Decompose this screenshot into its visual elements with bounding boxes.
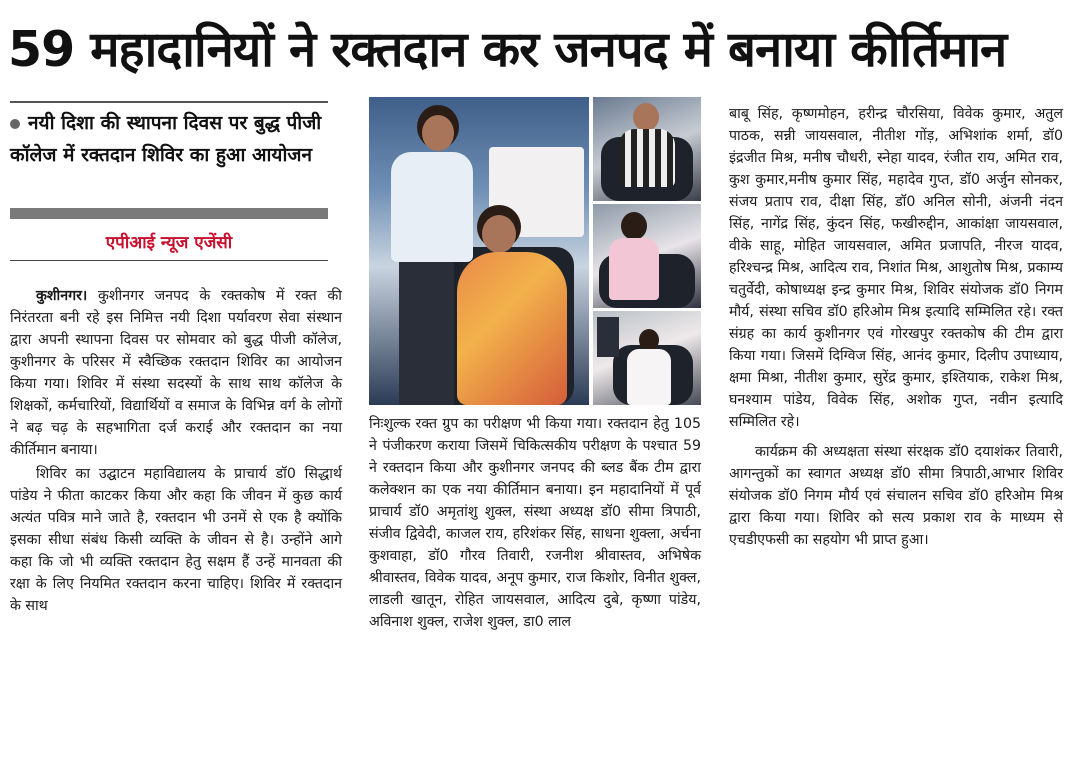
headline: 59 महादानियों ने रक्तदान कर जनपद में बनाया कीर्तिमान xyxy=(8,21,1007,78)
subheadline-block xyxy=(10,107,328,171)
main-photo xyxy=(369,97,589,405)
article-paragraph-2: शिविर का उद्घाटन महाविद्यालय के प्राचार्य डॉ0 सिद्धार्थ पांडेय ने फीता काटकर किया और कहा कि जीवन में कुछ कार्य अत्यंत पवित्र माने जाते है, रक्तदान भी उनमें से एक है क्योंकि इसका सीधा संबंध किसी व्यक्ति के जीवन से है। उन्होंने आगे कहा कि जो भी व्यक्ति रक्तदान हेतु सक्षम हैं उन्हें मानवता की रक्षा के लिए नियमित रक्तदान करना चाहिए। शिविर में रक्तदान के साथ xyxy=(10,466,342,614)
divider-bar xyxy=(10,208,328,219)
bullet-dot-icon xyxy=(10,119,20,129)
article-paragraph-4: बाबू सिंह, कृष्णमोहन, हरीन्द्र चौरसिया, विवेक कुमार, अतुल पाठक, सन्नी जायसवाल, नीतीश गोंड़, अभिशांक शर्मा, डॉ0 इंद्रजीत मिश्र, मनीष चौधरी, स्नेहा यादव, रंजीत राय, अमित राव, कुश कुमार,मनीष कुमार सिंह, महादेव गुप्त, डॉ0 अर्जुन सोनकर, संजय प्रताप राव, दीक्षा सिंह, डॉ0 अनिल सोनी, अंजनी नंदन सिंह, नागेंद्र सिंह, कुंदन सिंह, फखीरुद्दीन, आकांक्षा जायसवाल, वीके साहू, मोहित जायसवाल, अमित प्रजापति, नीरज यादव, हरिश्चन्द्र मिश्र, आदित्य राव, निशांत मिश्र, आशुतोष मिश्र, प्रकाम्य चतुर्वेदी, कोषाध्यक्ष इन्द्र कुमार मिश्र, शिविर संयोजक डॉ0 निगम मौर्य, संस्था सचिव डॉ0 हरिओम मिश्र इत्यादि सम्मिलित रहे। रक्त संग्रह का कार्य कुशीनगर एवं गोरखपुर रक्तकोष की टीम द्वारा किया गया। जिसमें दिग्विज सिंह, आनंद कुमार, दिलीप उपाध्याय, क्षमा मिश्रा, नीतीश कुमार, सुरेंद्र कुमार, इश्तियाक, राकेश मिश्र, घनश्याम पांडेय, विवेक सिंह, अशोक गुप्त, नवीन इत्यादि सम्मिलित रहे। xyxy=(729,106,1063,430)
inset-photo-2 xyxy=(593,204,701,308)
article-paragraph-3: निःशुल्क रक्त ग्रुप का परीक्षण भी किया गया। रक्तदान हेतु 105 ने पंजीकरण कराया जिसमें चिकित्सकीय परीक्षण के पश्चात 59 ने रक्तदान किया और कुशीनगर जनपद की ब्लड बैंक टीम द्वारा कलेक्शन का एक नया कीर्तिमान बनाया। इन महादानियों में पूर्व प्राचार्य डॉ0 अमृतांशु शुक्ल, संस्था अध्यक्ष डॉ0 सीमा त्रिपाठी, संजीव द्विवेदी, काजल राय, हरिशंकर सिंह, साधना शुक्ला, अर्चना कुशवाहा, डॉ0 गौरव तिवारी, रजनीश श्रीवास्तव, अभिषेक श्रीवास्तव, विवेक यादव, अनूप कुमार, राज किशोर, विनीत शुक्ल, लाडली खातून, रोहित जायसवाल, आदित्य दुबे, कृष्णा पांडेय, अविनाश शुक्ल, राजेश शुक्ल, डा0 लाल xyxy=(369,416,701,630)
article-paragraph-1 xyxy=(10,285,342,461)
article-paragraph-5: कार्यक्रम की अध्यक्षता संस्था संरक्षक डॉ0 दयाशंकर तिवारी, आगन्तुकों का स्वागत अध्यक्ष डॉ0 सीमा त्रिपाठी,आभार शिविर संयोजक डॉ0 निगम मौर्य एवं संचालन सचिव डॉ0 हरिओम मिश्र द्वारा किया गया। शिविर को सत्य प्रकाश राव के माध्यम से एचडीएफसी का सहयोग भी प्राप्त हुआ। xyxy=(729,444,1063,548)
agency-byline: एपीआई न्यूज एजेंसी xyxy=(105,233,233,253)
photo-collage xyxy=(369,97,701,405)
dateline: कुशीनगर। xyxy=(36,288,88,304)
inset-photo-1 xyxy=(593,97,701,201)
article-column-3 xyxy=(729,103,1063,551)
subhead-top-rule xyxy=(10,101,328,103)
article-paragraph-1-text: कुशीनगर जनपद के रक्तकोष में रक्त की निरंतरता बनी रहे इस निमित्त नयी दिशा पर्यावरण सेवा संस्थान द्वारा अपनी स्थापना दिवस पर सोमवार को बुद्ध पीजी कॉलेज, कुशीनगर के परिसर में स्वैच्छिक रक्तदान शिविर का आयोजन किया गया। शिविर में संस्था सदस्यों के साथ साथ कॉलेज के शिक्षकों, कर्मचारियों, विद्यार्थियों व समाज के विभिन्न वर्ग के लोगों ने बढ़ चढ़ के सहभागिता दर्ज कराई और रक्तदान का नया कीर्तिमान बनाया। xyxy=(10,288,342,458)
inset-photo-3 xyxy=(593,311,701,405)
subheadline: नयी दिशा की स्थापना दिवस पर बुद्ध पीजी कॉलेज में रक्तदान शिविर का हुआ आयोजन xyxy=(10,112,322,166)
article-column-2 xyxy=(369,413,701,633)
article-column-1 xyxy=(10,285,342,617)
agency-rule xyxy=(10,260,328,261)
